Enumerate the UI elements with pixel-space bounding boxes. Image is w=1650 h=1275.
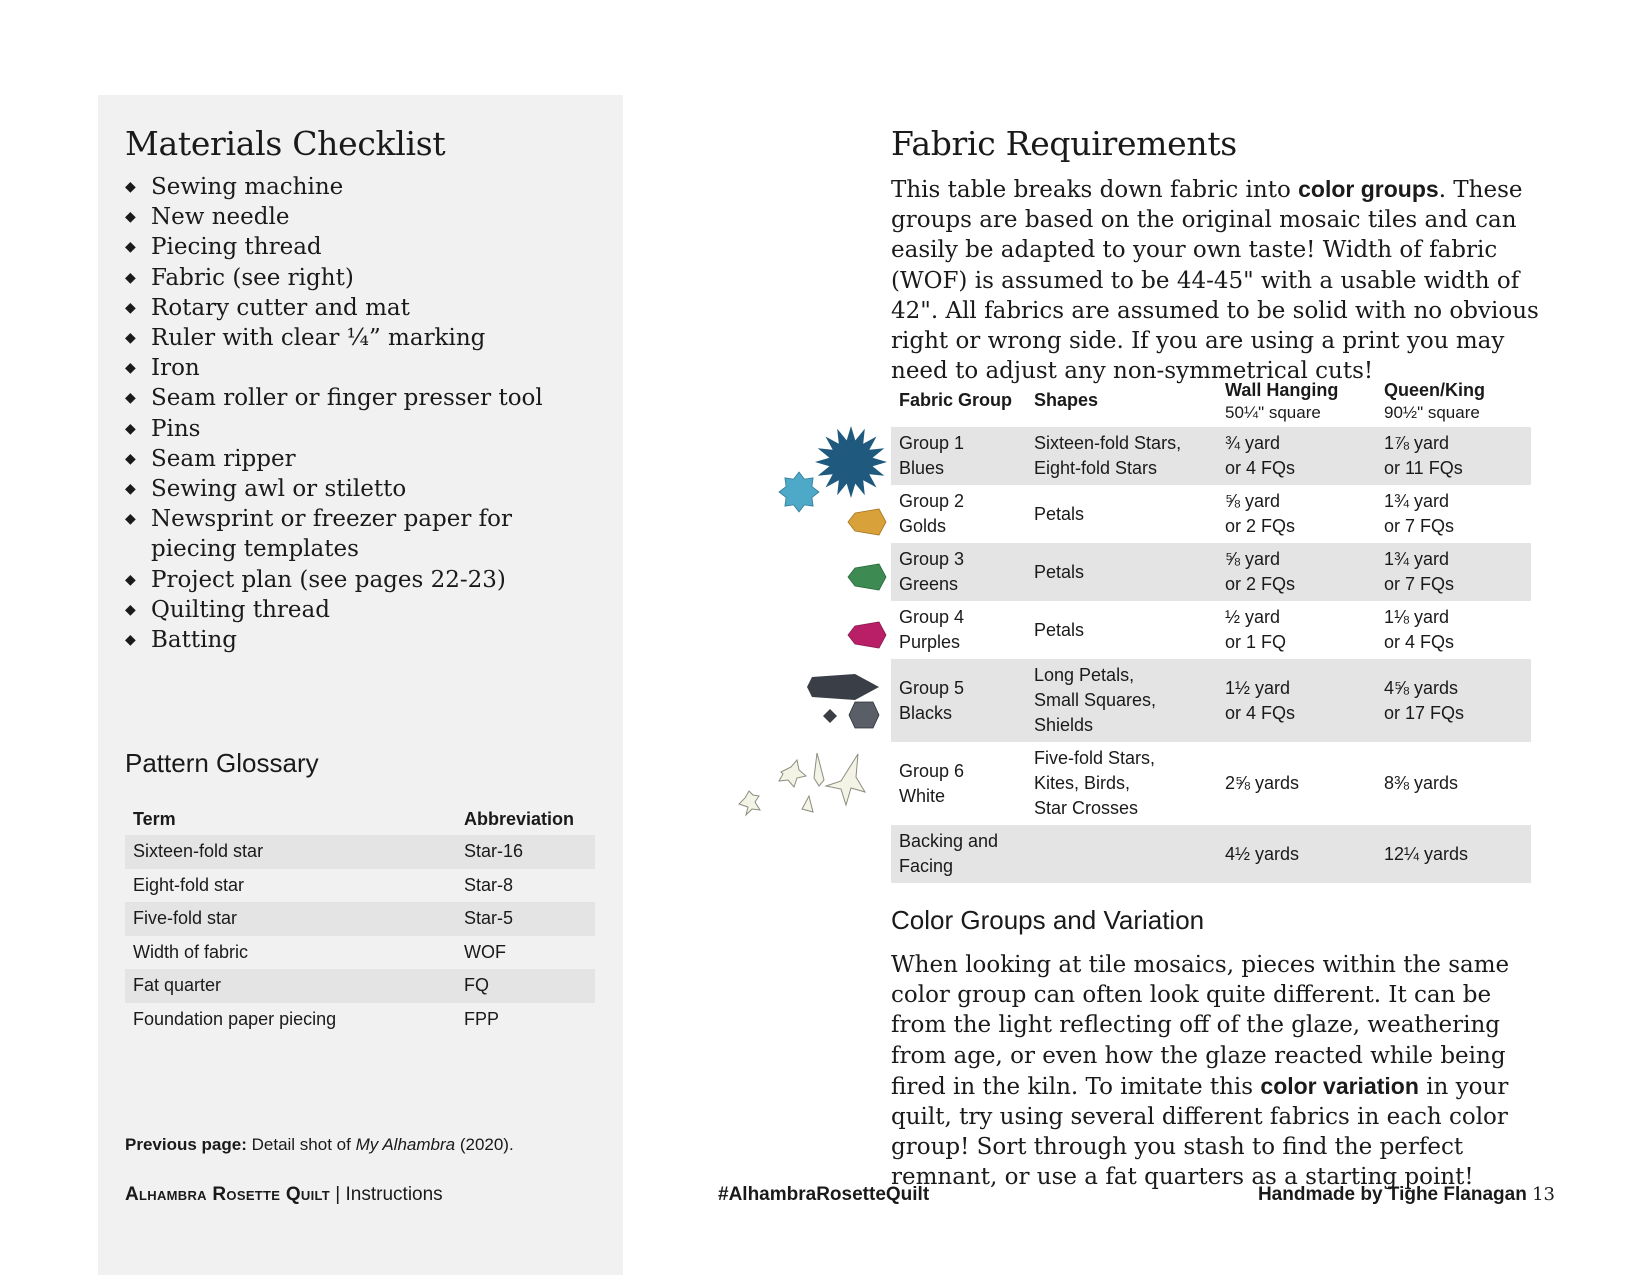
glossary-row: [125, 835, 595, 869]
fabric-shapes-line: Eight-fold Stars: [1034, 458, 1158, 478]
checklist-item: [123, 202, 593, 232]
green-petal-icon: [848, 564, 886, 590]
fabric-cell-shapes: [1026, 825, 1217, 883]
glossary-term: Five-fold star: [125, 902, 456, 936]
fabric-shapes-line: Five-fold Stars,: [1034, 748, 1156, 768]
fabric-header-queen: [1376, 373, 1531, 427]
queen-king-label: Queen/King: [1384, 380, 1486, 400]
fabric-intro-rest: . These groups are based on the original mosaic tiles and can easily be adapted to your own taste! Width of fabric (WOF) is assumed to be 44-45" with a usable width of 42". All fabrics are assumed to be solid with no obvious right or wrong side. If you are using a print you may need to adjust any non-symmetrical cuts!: [891, 177, 1539, 385]
fabric-cell-wall: [1217, 601, 1376, 659]
fabric-wall-line: ¾ yard: [1225, 433, 1281, 453]
checklist-item: [123, 595, 593, 625]
fabric-group-line: Group 4: [899, 607, 965, 627]
white-star-crosses-and-kites-icon: [739, 753, 865, 815]
checklist-item: [123, 232, 593, 262]
fabric-cell-group: [891, 427, 1026, 485]
fabric-intro-text: This table breaks down fabric into: [891, 177, 1291, 203]
previous-page-caption: [125, 1135, 514, 1155]
diamond-bullet-icon: ◆: [125, 209, 136, 226]
variation-text: When looking at tile mosaics, pieces within the same color group can often look quite different. It can be from the light reflecting off of the glaze, weathering from age, or even how the glaze reacted while being fired in the kiln. To imitate this: [891, 952, 1510, 1100]
fabric-intro: [891, 174, 1541, 386]
fabric-queen-line: or 17 FQs: [1384, 702, 1465, 723]
glossary-row: [125, 1003, 595, 1037]
fabric-queen-line: or 11 FQs: [1384, 458, 1463, 478]
fabric-row: [891, 485, 1531, 543]
glossary-term: Eight-fold star: [133, 874, 245, 895]
variation-title: Color Groups and Variation: [891, 905, 1205, 935]
diamond-bullet-icon: ◆: [125, 360, 136, 377]
checklist-item-label: Seam roller or finger presser tool: [151, 385, 543, 412]
fabric-cell-queen: [1376, 485, 1531, 543]
blue-eight-fold-star-icon: [779, 472, 819, 512]
fabric-shapes-line: Small Squares,: [1034, 690, 1157, 710]
fabric-queen-line: 1⅛ yard: [1384, 607, 1450, 627]
glossary-abbreviation: Star-16: [456, 835, 595, 869]
blue-sixteen-fold-star-icon: [815, 426, 887, 498]
glossary-row: [125, 902, 595, 936]
diamond-bullet-icon: ◆: [125, 571, 136, 588]
fabric-group-line: Group 6: [899, 760, 965, 781]
fabric-queen-line: 4⅝ yards: [1384, 677, 1459, 698]
fabric-group-line: Facing: [899, 856, 954, 876]
fabric-wall-line: 4½ yards: [1225, 843, 1300, 864]
checklist-item-label: Sewing awl or stiletto: [151, 476, 407, 503]
checklist-item: [123, 444, 593, 474]
glossary-abbreviation: FPP: [464, 1008, 500, 1029]
color-group-shapes: [720, 420, 890, 840]
glossary-term: Sixteen-fold star: [125, 835, 456, 869]
footer-credit: Handmade by Tighe Flanagan: [1257, 1184, 1527, 1205]
checklist-item: [123, 353, 593, 383]
fabric-cell-group: [891, 742, 1026, 825]
fabric-group-line: Backing and: [899, 831, 999, 851]
fabric-shapes-line: Petals: [1034, 619, 1085, 640]
checklist-item: [123, 474, 593, 504]
previous-page-text: Detail shot of: [251, 1135, 351, 1154]
fabric-cell-shapes: [1026, 742, 1217, 825]
fabric-cell-group: [891, 659, 1026, 742]
fabric-queen-line: 1⅞ yard: [1384, 433, 1450, 453]
footer-separator: |: [335, 1184, 341, 1205]
diamond-bullet-icon: ◆: [125, 269, 136, 286]
fabric-cell-queen: [1376, 601, 1531, 659]
fabric-group-line: Group 5: [899, 677, 965, 698]
diamond-bullet-icon: ◆: [125, 481, 136, 498]
diamond-bullet-icon: ◆: [125, 632, 136, 649]
fabric-shapes-line: Kites, Birds,: [1034, 773, 1131, 793]
fabric-row: [891, 659, 1531, 742]
previous-page-title: My Alhambra: [355, 1135, 456, 1154]
fabric-row: [891, 543, 1531, 601]
black-long-petal-icon: [807, 674, 879, 700]
fabric-group-line: Greens: [899, 574, 959, 594]
glossary-title: Pattern Glossary: [125, 748, 319, 778]
fabric-cell-shapes: [1026, 427, 1217, 485]
checklist-item-label: New needle: [151, 204, 290, 231]
previous-page-year: (2020).: [459, 1135, 514, 1154]
fabric-shapes-line: Star Crosses: [1034, 798, 1139, 818]
glossary-abbreviation: WOF: [464, 941, 506, 962]
glossary-abbreviation: Star-5: [456, 902, 595, 936]
fabric-cell-queen: [1376, 825, 1531, 883]
diamond-bullet-icon: ◆: [125, 420, 136, 437]
fabric-cell-wall: [1217, 659, 1376, 742]
queen-king-size: 90½" square: [1384, 403, 1480, 422]
checklist-item: [123, 414, 593, 444]
diamond-bullet-icon: ◆: [125, 239, 136, 256]
fabric-cell-group: [891, 485, 1026, 543]
gold-petal-icon: [848, 509, 886, 535]
fabric-row: [891, 427, 1531, 485]
fabric-shapes-line: Sixteen-fold Stars,: [1034, 433, 1182, 453]
diamond-bullet-icon: ◆: [125, 179, 136, 195]
wall-hanging-size: 50¼" square: [1225, 403, 1321, 422]
fabric-wall-line: or 1 FQ: [1225, 632, 1287, 652]
fabric-row: [891, 742, 1531, 825]
fabric-shapes-line: Petals: [1034, 561, 1085, 582]
variation-paragraph: [891, 950, 1541, 1193]
fabric-cell-wall: [1217, 543, 1376, 601]
footer-hashtag: #AlhambraRosetteQuilt: [718, 1184, 930, 1205]
black-small-square-icon: [823, 709, 837, 723]
diamond-bullet-icon: ◆: [125, 601, 136, 618]
checklist-item-label: Rotary cutter and mat: [151, 294, 410, 321]
checklist-item-label: Project plan (see pages 22-23): [151, 566, 506, 593]
fabric-group-line: Group 2: [899, 491, 965, 511]
checklist-item-label: Newsprint or freezer paper for piecing templates: [151, 506, 513, 563]
checklist-item: [123, 323, 593, 353]
diamond-bullet-icon: ◆: [125, 330, 136, 347]
fabric-cell-queen: [1376, 543, 1531, 601]
diamond-bullet-icon: ◆: [125, 390, 136, 407]
checklist-item-label: Ruler with clear ¼” marking: [151, 325, 486, 352]
checklist-item: [123, 383, 593, 413]
fabric-cell-queen: [1376, 659, 1531, 742]
checklist-item: [123, 565, 593, 595]
diamond-bullet-icon: ◆: [125, 450, 136, 467]
fabric-queen-line: 12¼ yards: [1384, 843, 1469, 864]
fabric-cell-wall: [1217, 427, 1376, 485]
fabric-header-wall: [1217, 373, 1376, 427]
fabric-title: Fabric Requirements: [891, 124, 1237, 163]
fabric-queen-line: 1¾ yard: [1384, 549, 1450, 569]
checklist-item-label: Pins: [151, 415, 201, 442]
fabric-wall-line: ½ yard: [1225, 607, 1281, 627]
fabric-cell-wall: [1217, 825, 1376, 883]
fabric-cell-group: [891, 601, 1026, 659]
fabric-cell-shapes: [1026, 485, 1217, 543]
glossary-term: Width of fabric: [133, 941, 249, 962]
fabric-group-line: Blacks: [899, 702, 953, 723]
fabric-row: [891, 825, 1531, 883]
fabric-group-line: Group 3: [899, 549, 965, 569]
fabric-cell-shapes: [1026, 601, 1217, 659]
fabric-group-line: Golds: [899, 516, 947, 536]
wall-hanging-label: Wall Hanging: [1225, 380, 1339, 400]
fabric-wall-line: or 2 FQs: [1225, 516, 1296, 536]
footer-section: Instructions: [345, 1184, 443, 1205]
fabric-queen-line: or 4 FQs: [1384, 632, 1455, 652]
fabric-header-group: Fabric Group: [899, 390, 1013, 410]
fabric-wall-line: or 4 FQs: [1225, 458, 1296, 478]
checklist-item: [123, 504, 593, 564]
checklist-item-label: Iron: [151, 355, 200, 382]
fabric-wall-line: ⅝ yard: [1225, 549, 1281, 569]
fabric-cell-queen: [1376, 742, 1531, 825]
glossary-term: Foundation paper piecing: [133, 1008, 337, 1029]
previous-page-label: Previous page:: [125, 1135, 247, 1154]
variation-bold: color variation: [1260, 1072, 1419, 1099]
glossary-table: [125, 803, 595, 1036]
fabric-queen-line: 1¾ yard: [1384, 491, 1450, 511]
fabric-group-line: White: [899, 785, 946, 806]
checklist-item-label: Batting: [151, 627, 237, 654]
glossary-row: [125, 969, 595, 1003]
glossary-header-abbreviation: Abbreviation: [464, 808, 575, 829]
fabric-wall-line: or 2 FQs: [1225, 574, 1296, 594]
glossary-row: [125, 869, 595, 903]
fabric-row: [891, 601, 1531, 659]
fabric-cell-group: [891, 543, 1026, 601]
variation-text-rest: in your quilt, try using several different fabrics in each color group! Sort through you stash to find the perfect remnant, or use a fat quarters as a starting point!: [891, 1073, 1509, 1191]
fabric-cell-shapes: [1026, 543, 1217, 601]
fabric-intro-bold: color groups: [1298, 176, 1439, 202]
footer-left: [125, 1184, 443, 1206]
diamond-bullet-icon: ◆: [125, 511, 136, 528]
fabric-shapes-line: Petals: [1034, 503, 1085, 524]
glossary-row: [125, 936, 595, 970]
checklist-item-label: Quilting thread: [151, 596, 330, 623]
fabric-shapes-line: Shields: [1034, 715, 1094, 735]
fabric-queen-line: 8⅜ yards: [1384, 773, 1459, 793]
glossary-term: Fat quarter: [125, 969, 456, 1003]
fabric-queen-line: or 7 FQs: [1384, 574, 1455, 594]
fabric-wall-line: 2⅝ yards: [1225, 773, 1300, 793]
fabric-cell-shapes: [1026, 659, 1217, 742]
glossary-header-term: Term: [133, 808, 176, 829]
fabric-wall-line: 1½ yard: [1225, 677, 1291, 698]
checklist-item-label: Seam ripper: [151, 445, 296, 472]
checklist-item: [123, 293, 593, 323]
fabric-cell-group: [891, 825, 1026, 883]
fabric-header-shapes: Shapes: [1034, 390, 1099, 410]
checklist-item: [123, 625, 593, 655]
purple-petal-icon: [848, 622, 886, 648]
fabric-wall-line: ⅝ yard: [1225, 491, 1281, 511]
checklist-item-label: Piecing thread: [151, 234, 322, 261]
glossary-abbreviation: Star-8: [464, 874, 514, 895]
checklist-item: [123, 263, 593, 293]
page-number: 13: [1532, 1184, 1555, 1205]
checklist-title: Materials Checklist: [125, 124, 446, 163]
checklist-item-label: Sewing machine: [151, 174, 344, 200]
fabric-group-line: Purples: [899, 632, 961, 652]
diamond-bullet-icon: ◆: [125, 299, 136, 316]
fabric-group-line: Blues: [899, 458, 945, 478]
footer-brand: Alhambra Rosette Quilt: [125, 1184, 331, 1205]
fabric-cell-wall: [1217, 742, 1376, 825]
fabric-cell-wall: [1217, 485, 1376, 543]
materials-checklist: [123, 172, 593, 655]
fabric-shapes-line: Long Petals,: [1034, 665, 1135, 685]
fabric-wall-line: or 4 FQs: [1225, 702, 1296, 723]
glossary-abbreviation: FQ: [456, 969, 595, 1003]
checklist-item: [123, 172, 593, 202]
fabric-table: [891, 373, 1531, 883]
fabric-group-line: Group 1: [899, 433, 965, 453]
black-shield-icon: [849, 702, 879, 728]
fabric-cell-queen: [1376, 427, 1531, 485]
fabric-queen-line: or 7 FQs: [1384, 516, 1455, 536]
checklist-item-label: Fabric (see right): [151, 264, 354, 291]
